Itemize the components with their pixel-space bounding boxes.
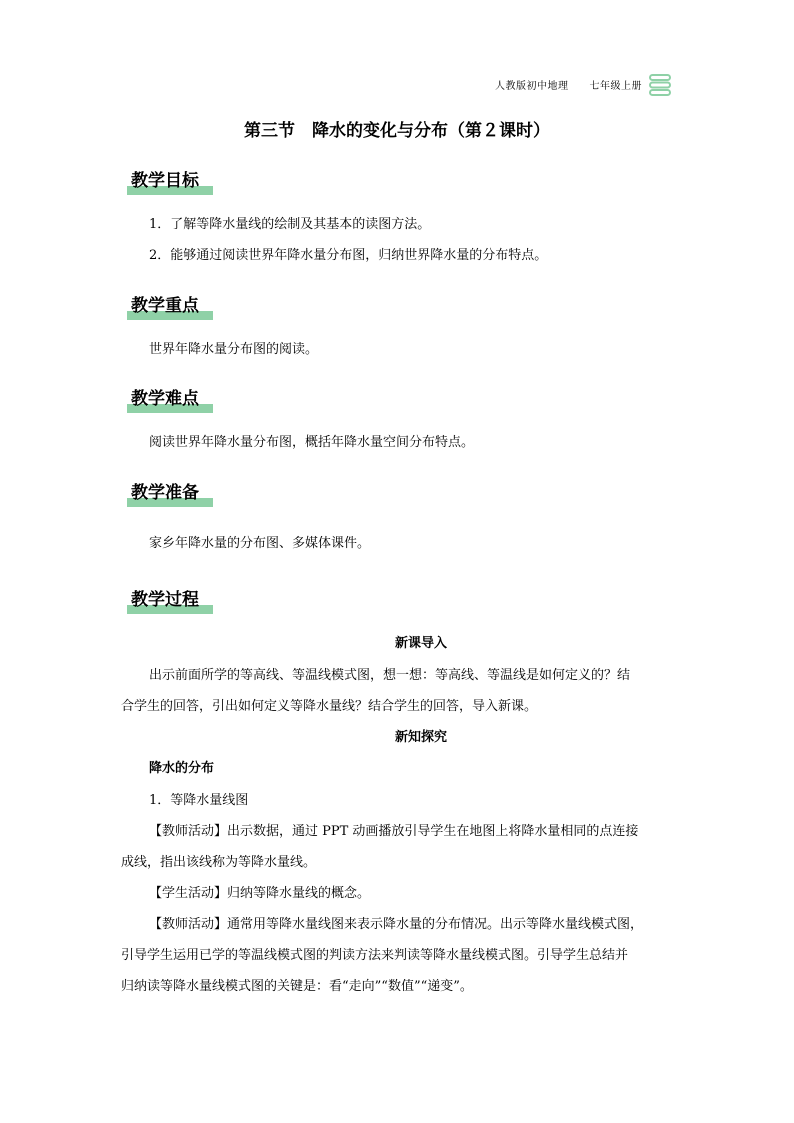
teacher-activity-1-line2: 成线，指出该线称为等降水量线。: [121, 855, 317, 870]
page-title: 第三节 降水的变化与分布（第２课时）: [244, 121, 550, 141]
teacher-activity-2-line3: 归纳读等降水量线模式图的关键是：看“走向”“数值”“递变”。: [121, 979, 473, 994]
intro-subheading: 新课导入: [394, 636, 447, 651]
section-heading-label: 教学难点: [131, 389, 199, 409]
section-heading-difficult: [127, 386, 199, 416]
section-heading-prep: [127, 480, 199, 510]
item-heading: 1．等降水量线图: [149, 793, 249, 808]
teacher-activity-1-line1: 【教师活动】出示数据，通过 PPT 动画播放引导学生在地图上将降水量相同的点连接: [149, 824, 639, 839]
header-text: 人教版初中地理 七年级上册: [495, 81, 642, 92]
explore-subheading: 新知探究: [394, 730, 447, 745]
intro-paragraph-line1: 出示前面所学的等高线、等温线模式图，想一想：等高线、等温线是如何定义的？结: [149, 668, 631, 683]
section-heading-key: [127, 293, 199, 323]
topic-heading: 降水的分布: [149, 761, 215, 776]
book-stack-icon: [648, 74, 672, 96]
section-heading-goals: [127, 168, 199, 198]
section-heading-label: 教学过程: [131, 590, 199, 610]
teacher-activity-2-line1: 【教师活动】通常用等降水量线图来表示降水量的分布情况。出示等降水量线模式图，: [149, 917, 644, 932]
student-activity-1: 【学生活动】归纳等降水量线的概念。: [149, 886, 371, 901]
teacher-activity-2-line2: 引导学生运用已学的等温线模式图的判读方法来判读等降水量线模式图。引导学生总结并: [121, 948, 629, 963]
difficult-point-text: 阅读世界年降水量分布图，概括年降水量空间分布特点。: [149, 435, 475, 450]
section-heading-label: 教学目标: [131, 171, 199, 191]
intro-paragraph-line2: 合学生的回答，引出如何定义等降水量线？结合学生的回答，导入新课。: [121, 699, 538, 714]
prep-text: 家乡年降水量的分布图、多媒体课件。: [149, 536, 371, 551]
goal-item-1: 1．了解等降水量线的绘制及其基本的读图方法。: [149, 217, 431, 232]
goal-item-2: 2．能够通过阅读世界年降水量分布图，归纳世界降水量的分布特点。: [149, 248, 548, 263]
key-point-text: 世界年降水量分布图的阅读。: [149, 342, 319, 357]
section-heading-label: 教学准备: [131, 483, 199, 503]
section-heading-label: 教学重点: [131, 296, 199, 316]
section-heading-process: [127, 587, 199, 617]
